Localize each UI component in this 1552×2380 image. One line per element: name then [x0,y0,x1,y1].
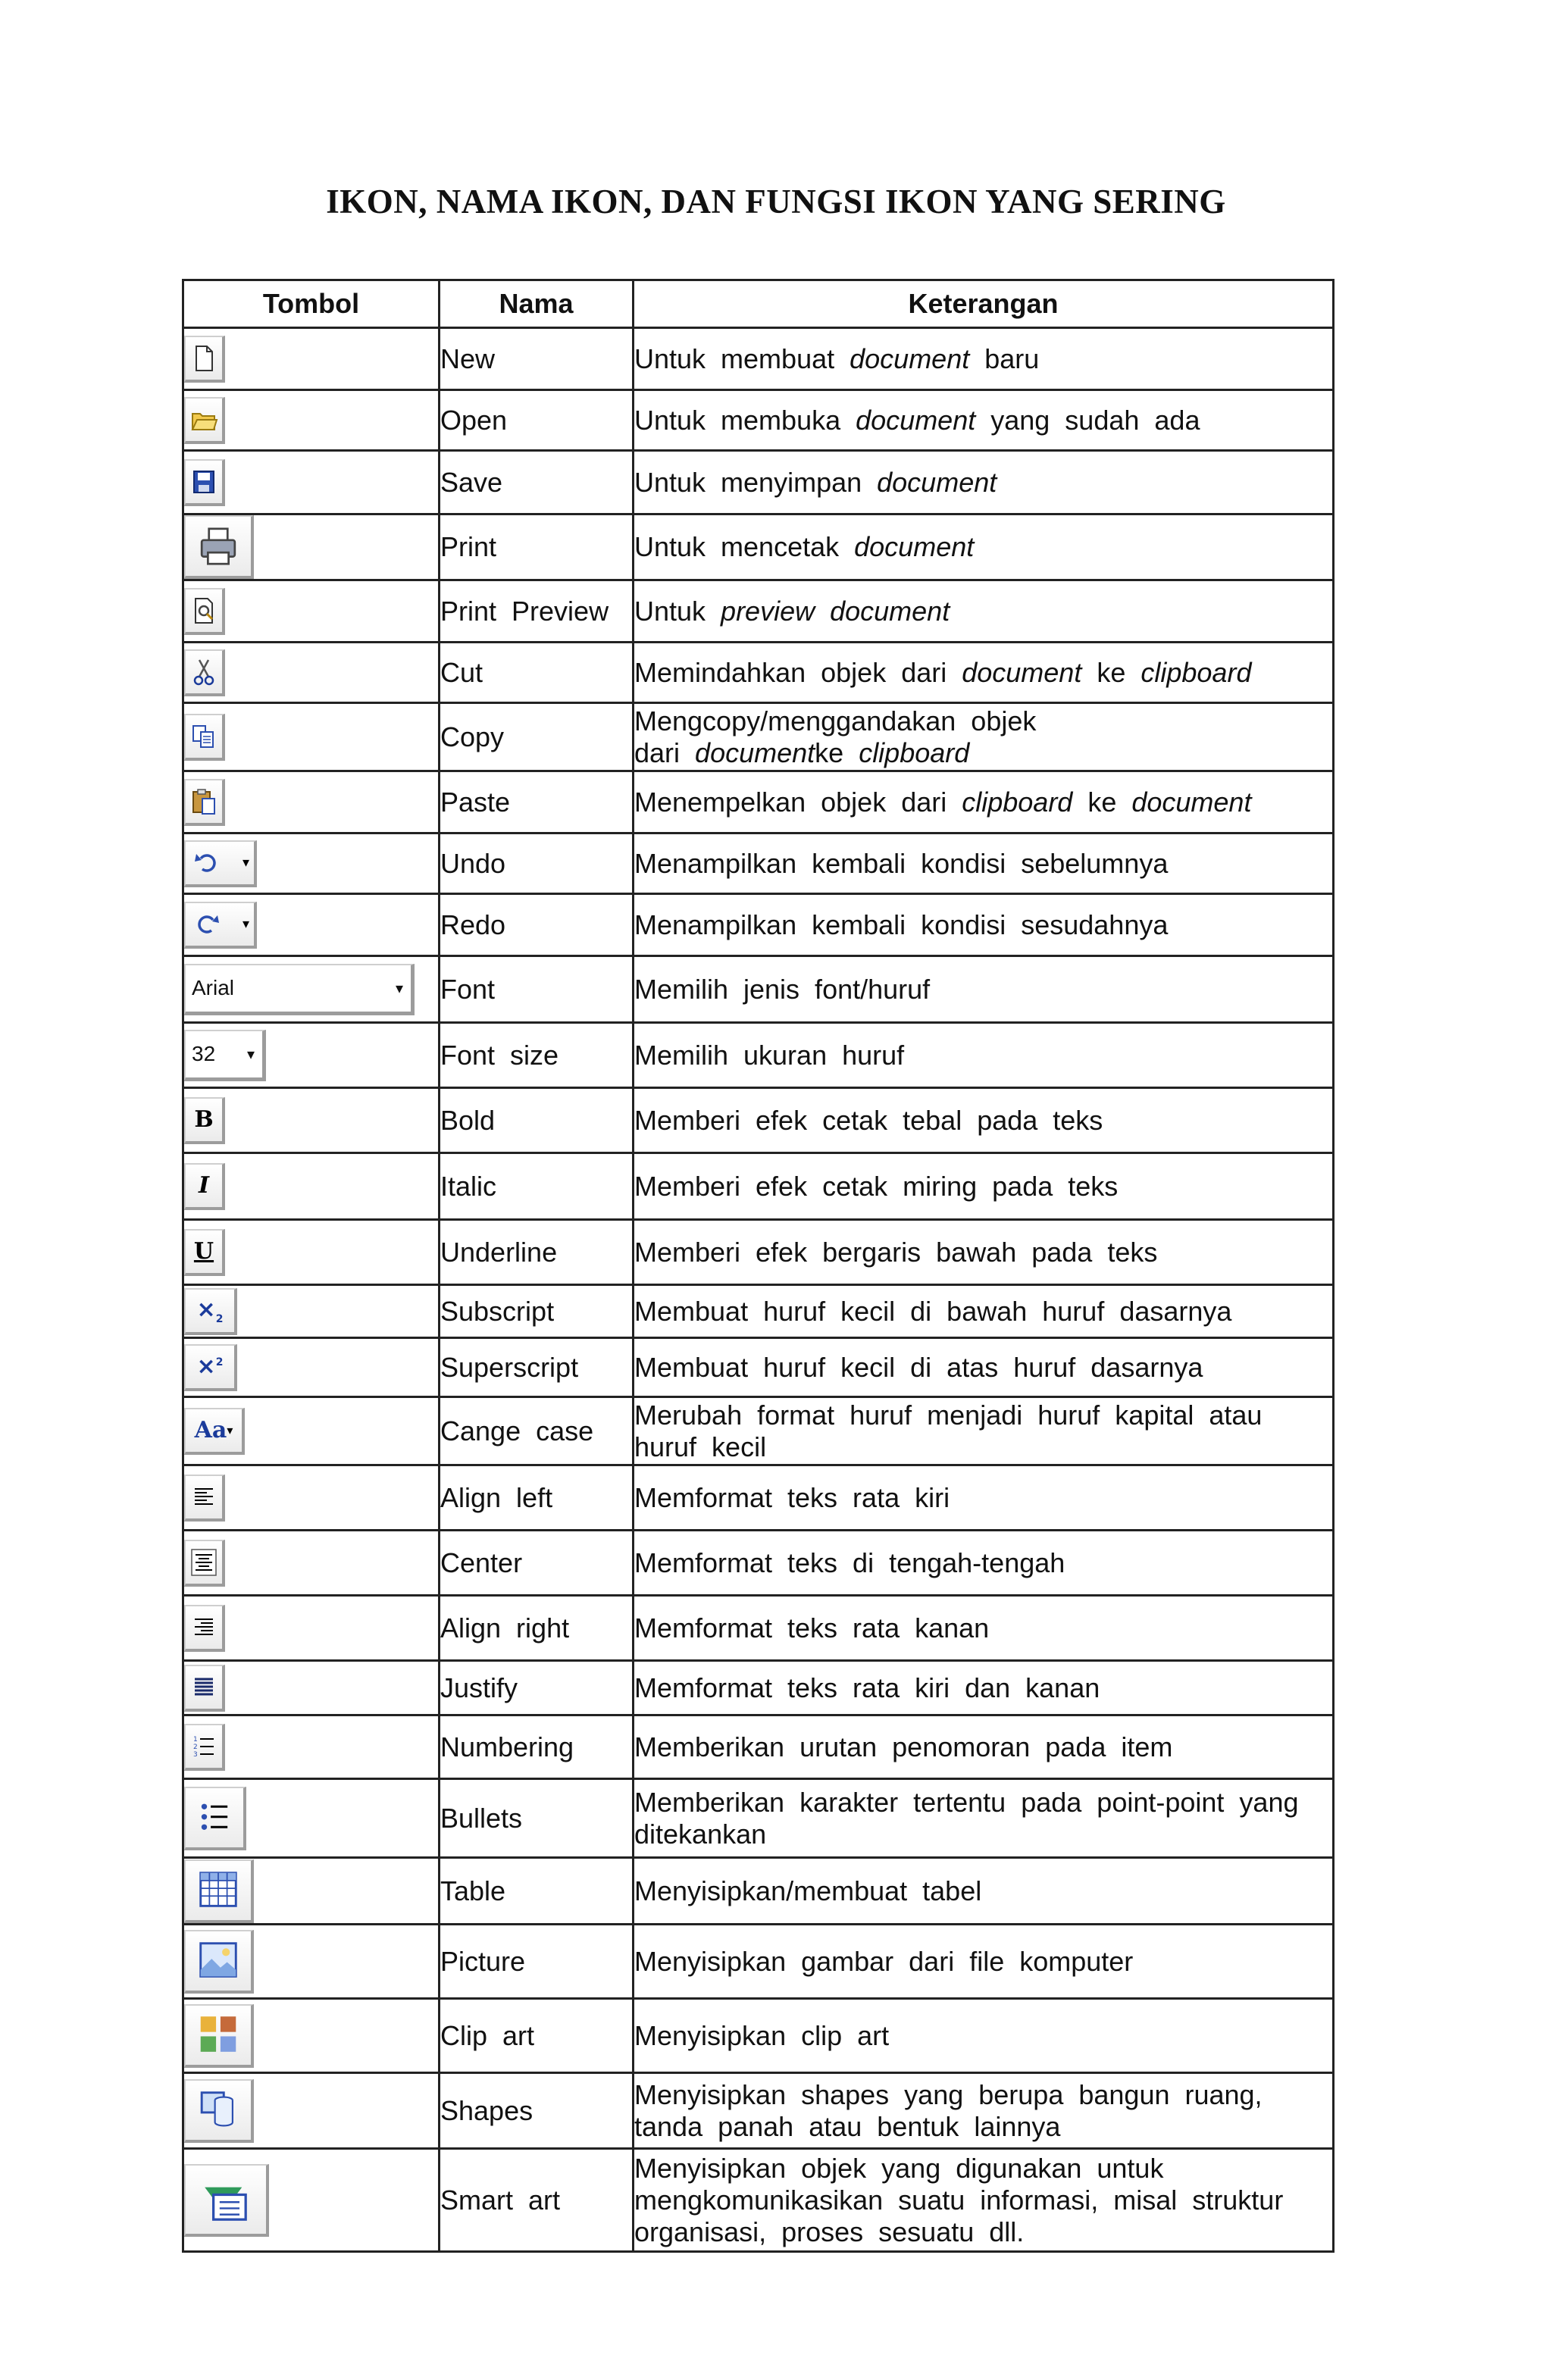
italic-term: document [877,466,997,498]
align-center-icon[interactable] [184,1540,225,1587]
subscript-icon[interactable]: $\times_2$ [184,1288,237,1335]
numbering-icon[interactable] [184,1724,225,1771]
icon-name: New [440,328,634,390]
description-text: mengkomunikasikan suatu informasi, misal struktur [634,2184,1284,2216]
icon-description [634,1465,1334,1531]
description-text: Membuat huruf kecil di atas huruf dasarnya [634,1351,1203,1383]
icon-name: Undo [440,833,634,894]
table-row [183,1153,1334,1220]
table-row [183,771,1334,833]
font-name-value: Arial [192,976,235,999]
icon-name: Justify [440,1661,634,1715]
description-text: ditekankan [634,1818,767,1850]
tombol-cell [183,643,440,703]
picture-icon[interactable] [184,1930,254,1994]
tombol-cell [183,1088,440,1153]
font-name-select[interactable] [184,964,415,1015]
open-folder-icon[interactable] [184,397,225,444]
italic-term: preview document [721,595,950,627]
tombol-cell [183,1858,440,1925]
icon-description [634,1779,1334,1858]
description-text: Menyisipkan shapes yang berupa bangun ruang, [634,2078,1263,2110]
icon-description [634,643,1334,703]
table-row [183,833,1334,894]
table-row [183,643,1334,703]
icon-description [634,703,1334,771]
table-row [183,703,1334,771]
description-text: Memberikan urutan penomoran pada item [634,1731,1173,1762]
table-row [183,1397,1334,1465]
icon-description [634,580,1334,643]
table-row [183,1858,1334,1925]
icon-name: Underline [440,1220,634,1285]
table-row [183,1023,1334,1088]
tombol-cell [183,580,440,643]
paste-clipboard-icon[interactable] [184,779,225,826]
icon-name: Bullets [440,1779,634,1858]
description-text: Mengcopy/menggandakan objek [634,705,1037,737]
description-text: ke [1081,656,1141,688]
icon-description [634,2149,1334,2252]
description-text: Memberi efek bergaris bawah pada teks [634,1236,1158,1268]
icon-name: Picture [440,1925,634,1999]
description-text: Untuk membuka [634,404,856,436]
italic-term: document [962,656,1082,688]
icon-description [634,1153,1334,1220]
icon-name: Align right [440,1596,634,1661]
description-text: Menyisipkan objek yang digunakan untuk [634,2152,1164,2184]
tombol-cell [183,1596,440,1661]
tombol-cell [183,514,440,580]
column-header-tombol: Tombol [183,280,440,328]
svg-text:2: 2 [193,1743,198,1751]
table-header-row [183,280,1334,328]
icon-description [634,1338,1334,1397]
description-text: tanda panah atau bentuk lainnya [634,2110,1061,2142]
icon-name: Superscript [440,1338,634,1397]
description-text: Memberikan karakter tertentu pada point-point yang [634,1786,1299,1818]
description-text: dari [634,737,696,768]
description-text: Untuk mencetak [634,531,855,562]
italic-term: document [856,404,976,436]
icon-name: Clip art [440,1999,634,2073]
tombol-cell [183,1531,440,1596]
icon-description [634,1925,1334,1999]
tombol-cell [183,2073,440,2149]
table-row [183,1465,1334,1531]
italic-term: clipboard [962,786,1073,818]
tombol-cell [183,703,440,771]
bold-icon[interactable]: B [184,1097,225,1144]
icon-name: Copy [440,703,634,771]
icon-name: Smart art [440,2149,634,2252]
description-text: Membuat huruf kecil di bawah huruf dasarnya [634,1295,1232,1327]
table-row [183,1596,1334,1661]
underline-icon[interactable]: U [184,1229,225,1276]
table-row [183,1779,1334,1858]
description-text: huruf kecil [634,1431,767,1462]
icon-name: Italic [440,1153,634,1220]
table-row [183,328,1334,390]
chevron-down-icon: ▾ [246,1046,255,1063]
scissors-icon[interactable] [184,649,225,696]
icon-description [634,1285,1334,1338]
icon-description [634,1088,1334,1153]
description-text: Merubah format huruf menjadi huruf kapital atau [634,1399,1263,1431]
icon-description [634,1715,1334,1779]
tombol-cell [183,328,440,390]
description-text: Memilih jenis font/huruf [634,973,931,1005]
table-row [183,894,1334,956]
bullets-icon[interactable] [184,1787,246,1850]
description-text: Memformat teks di tengah-tengah [634,1547,1065,1578]
icon-name: Bold [440,1088,634,1153]
icon-name: Subscript [440,1285,634,1338]
italic-term: clipboard [859,737,970,768]
description-text: Menampilkan kembali kondisi sesudahnya [634,909,1169,940]
description-text: Untuk menyimpan [634,466,878,498]
description-text: yang sudah ada [975,404,1200,436]
icon-name: Shapes [440,2073,634,2149]
printer-icon[interactable] [184,515,254,579]
description-text: Menampilkan kembali kondisi sebelumnya [634,847,1169,879]
description-text: ke [815,737,859,768]
table-row [183,1285,1334,1338]
icon-name: Table [440,1858,634,1925]
description-text: ke [1072,786,1132,818]
redo-icon[interactable]: ▾ [184,902,257,949]
italic-term: document [1131,786,1252,818]
tombol-cell [183,1220,440,1285]
change-case-icon[interactable]: Aa ▾ [184,1408,245,1455]
align-right-icon[interactable] [184,1605,225,1652]
table-row [183,1338,1334,1397]
tombol-cell [183,1999,440,2073]
description-text: Menyisipkan clip art [634,2019,890,2051]
table-row [183,451,1334,514]
description-text: Untuk [634,595,721,627]
align-left-icon[interactable] [184,1475,225,1522]
justify-icon[interactable] [184,1665,225,1712]
description-text: Menyisipkan/membuat tabel [634,1875,982,1906]
tombol-cell [183,771,440,833]
icon-description [634,328,1334,390]
icon-description [634,771,1334,833]
icon-description [634,451,1334,514]
tombol-cell [183,833,440,894]
icon-name: Font size [440,1023,634,1088]
icon-table [182,279,1335,2253]
italic-term: document [854,531,975,562]
page-title: IKON, NAMA IKON, DAN FUNGSI IKON YANG SERING [326,183,1226,220]
table-row [183,1220,1334,1285]
italic-term: document [850,342,970,374]
tombol-cell [183,1779,440,1858]
table-row [183,1531,1334,1596]
font-size-value: 32 [192,1042,216,1065]
shapes-icon[interactable] [184,2079,254,2143]
icon-description [634,514,1334,580]
icon-name: Redo [440,894,634,956]
font-size-select[interactable] [184,1030,266,1081]
tombol-cell [183,956,440,1023]
table-row [183,390,1334,451]
description-text: Memberi efek cetak tebal pada teks [634,1104,1103,1136]
chevron-down-icon: ▾ [395,980,403,997]
icon-name: Print [440,514,634,580]
icon-name: Align left [440,1465,634,1531]
icon-description [634,1661,1334,1715]
description-text: Menyisipkan gambar dari file komputer [634,1945,1134,1977]
icon-description [634,1596,1334,1661]
icon-description [634,1397,1334,1465]
print-preview-icon[interactable] [184,588,225,635]
table-row [183,1925,1334,1999]
tombol-cell [183,451,440,514]
tombol-cell [183,1465,440,1531]
font-size-combo-icon[interactable] [184,1030,266,1081]
icon-description [634,1220,1334,1285]
tombol-cell [183,2149,440,2252]
column-header-keterangan: Keterangan [634,280,1334,328]
tombol-cell [183,894,440,956]
description-text: Memformat teks rata kanan [634,1612,990,1643]
description-text: Memberi efek cetak miring pada teks [634,1170,1119,1202]
table-row [183,956,1334,1023]
table-icon[interactable] [184,1859,254,1923]
icon-description [634,1858,1334,1925]
italic-term: clipboard [1141,656,1252,688]
superscript-icon[interactable]: ×$^2$ [184,1344,237,1391]
clip-art-icon[interactable] [184,2004,254,2068]
icon-name: Cange case [440,1397,634,1465]
icon-description [634,1531,1334,1596]
icon-name: Paste [440,771,634,833]
smart-art-icon[interactable] [184,2164,269,2237]
icon-description [634,1023,1334,1088]
icon-name: Numbering [440,1715,634,1779]
description-text: Untuk membuat [634,342,850,374]
copy-icon[interactable] [184,714,225,761]
icon-name: Font [440,956,634,1023]
italic-term: document [695,737,815,768]
description-text: Memilih ukuran huruf [634,1039,905,1071]
new-document-icon[interactable] [184,336,225,383]
tombol-cell [183,1023,440,1088]
svg-text:1: 1 [193,1735,198,1744]
icon-description [634,2073,1334,2149]
description-text: Memformat teks rata kiri dan kanan [634,1672,1100,1703]
icon-description [634,833,1334,894]
description-text: baru [969,342,1040,374]
description-text: Menempelkan objek dari [634,786,962,818]
column-header-nama: Nama [440,280,634,328]
icon-name: Save [440,451,634,514]
icon-description [634,894,1334,956]
icon-name: Center [440,1531,634,1596]
description-text: Memformat teks rata kiri [634,1481,950,1513]
table-row [183,1999,1334,2073]
icon-name: Open [440,390,634,451]
italic-icon[interactable]: I [184,1163,225,1210]
tombol-cell [183,1715,440,1779]
description-text: Memindahkan objek dari [634,656,962,688]
table-row [183,514,1334,580]
save-disk-icon[interactable] [184,459,225,506]
tombol-cell [183,1285,440,1338]
description-text: organisasi, proses sesuatu dll. [634,2216,1025,2247]
table-row [183,1661,1334,1715]
tombol-cell [183,1338,440,1397]
table-row [183,580,1334,643]
icon-description [634,390,1334,451]
tombol-cell [183,1925,440,1999]
icon-description [634,956,1334,1023]
svg-text:3: 3 [193,1750,198,1759]
icon-description [634,1999,1334,2073]
icon-name: Cut [440,643,634,703]
font-combo-icon[interactable] [184,964,415,1015]
table-row [183,1088,1334,1153]
table-row [183,2073,1334,2149]
table-row [183,1715,1334,1779]
tombol-cell [183,1153,440,1220]
table-row [183,2149,1334,2252]
tombol-cell [183,1397,440,1465]
undo-icon[interactable]: ▾ [184,840,257,887]
tombol-cell [183,1661,440,1715]
icon-name: Print Preview [440,580,634,643]
tombol-cell [183,390,440,451]
